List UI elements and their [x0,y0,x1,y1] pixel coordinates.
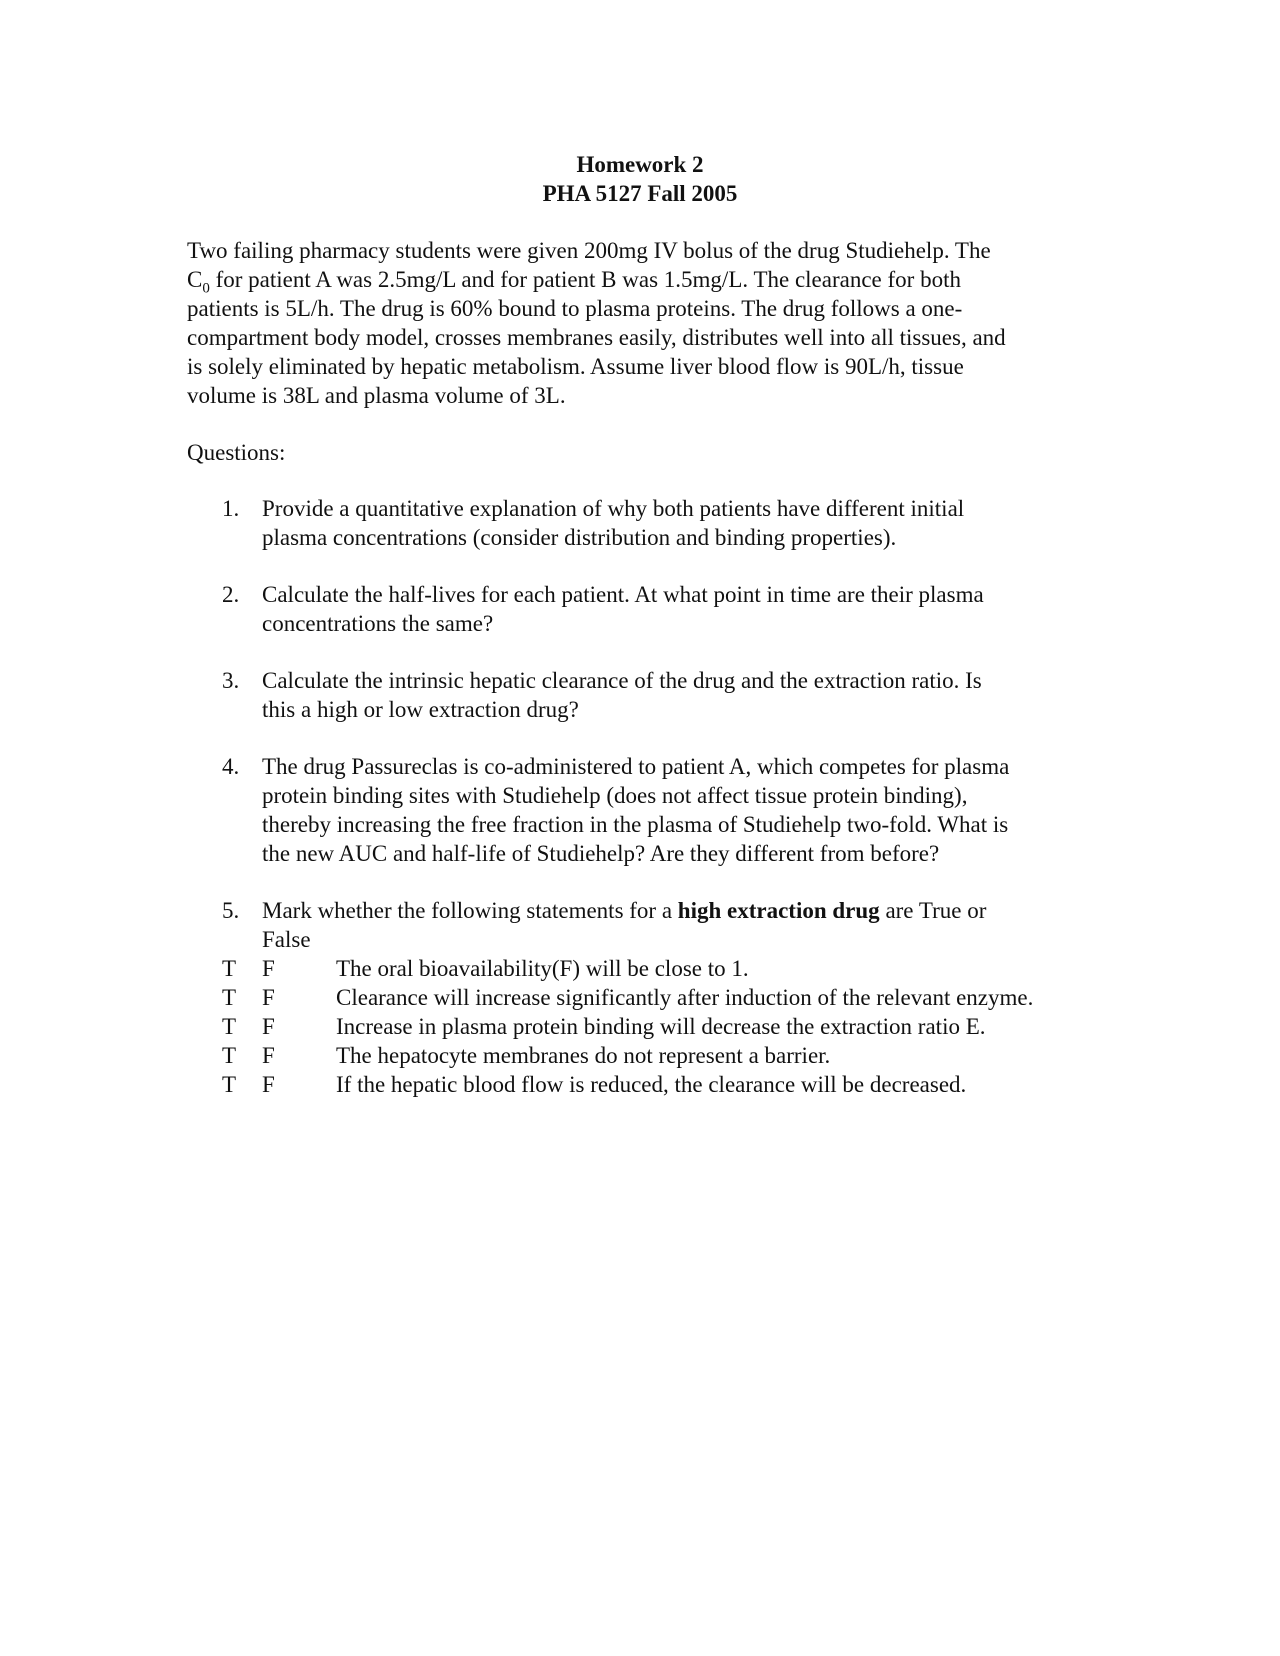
true-option: T [222,1014,237,1039]
question-line: The drug Passureclas is co-administered to patient A, which competes for plasma [262,754,1010,779]
c-symbol: C [187,267,203,292]
question-1 [222,494,1102,552]
question-line: Provide a quantitative explanation of why both patients have different initial [262,496,965,521]
true-false-row [222,983,1122,1012]
intro-line [187,265,1087,297]
c-subscript: 0 [202,280,210,297]
intro-line: is solely eliminated by hepatic metabolism. Assume liver blood flow is 90L/h, tissue [187,354,964,379]
false-option: F [262,956,275,981]
intro-paragraph [187,236,1087,410]
false-option: F [262,1014,275,1039]
true-option: T [222,985,237,1010]
question-5 [222,896,1102,954]
question-line: thereby increasing the free fraction in the plasma of Studiehelp two-fold. What is [262,812,1009,837]
false-option: F [262,1043,275,1068]
document-title: Homework 2 [576,152,704,177]
question-number: 4. [222,754,240,779]
question-number: 5. [222,898,240,923]
statement-text: Increase in plasma protein binding will decrease the extraction ratio E. [336,1014,986,1039]
question-2 [222,580,1102,638]
question-3 [222,666,1102,724]
true-option: T [222,1072,237,1097]
true-option: T [222,956,237,981]
intro-line: patients is 5L/h. The drug is 60% bound to plasma proteins. The drug follows a one- [187,296,963,321]
true-false-row [222,1070,1122,1099]
question-line: Calculate the intrinsic hepatic clearance of the drug and the extraction ratio. Is [262,668,982,693]
question-line: False [262,927,311,952]
question-text: are True or [879,898,987,923]
question-text: Mark whether the following statements for a [262,898,678,923]
statement-text: If the hepatic blood flow is reduced, the clearance will be decreased. [336,1072,967,1097]
questions-heading: Questions: [187,440,286,465]
title-block [0,150,1280,208]
question-line: protein binding sites with Studiehelp (does not affect tissue protein binding), [262,783,968,808]
question-4 [222,752,1102,868]
intro-line: Two failing pharmacy students were given 200mg IV bolus of the drug Studiehelp. The [187,238,991,263]
false-option: F [262,1072,275,1097]
intro-line: compartment body model, crosses membranes easily, distributes well into all tissues, and [187,325,1006,350]
question-line [262,896,1102,925]
true-false-row [222,1041,1122,1070]
question-line: concentrations the same? [262,611,494,636]
intro-line-text: for patient A was 2.5mg/L and for patient B was 1.5mg/L. The clearance for both [209,267,961,292]
intro-line: volume is 38L and plasma volume of 3L. [187,383,566,408]
emphasis-text: high extraction drug [677,898,880,923]
statement-text: Clearance will increase significantly after induction of the relevant enzyme. [336,985,1034,1010]
question-number: 2. [222,582,240,607]
question-number: 1. [222,496,240,521]
question-line: Calculate the half-lives for each patient. At what point in time are their plasma [262,582,984,607]
question-number: 3. [222,668,240,693]
true-false-row [222,1012,1122,1041]
true-false-row [222,954,1122,983]
statement-text: The oral bioavailability(F) will be close to 1. [336,956,749,981]
question-line: the new AUC and half-life of Studiehelp? Are they different from before? [262,841,940,866]
course-title: PHA 5127 Fall 2005 [542,181,738,206]
statement-text: The hepatocyte membranes do not represent a barrier. [336,1043,831,1068]
true-option: T [222,1043,237,1068]
question-line: plasma concentrations (consider distribution and binding properties). [262,525,897,550]
true-false-list [222,954,1122,1099]
question-line: this a high or low extraction drug? [262,697,579,722]
false-option: F [262,985,275,1010]
